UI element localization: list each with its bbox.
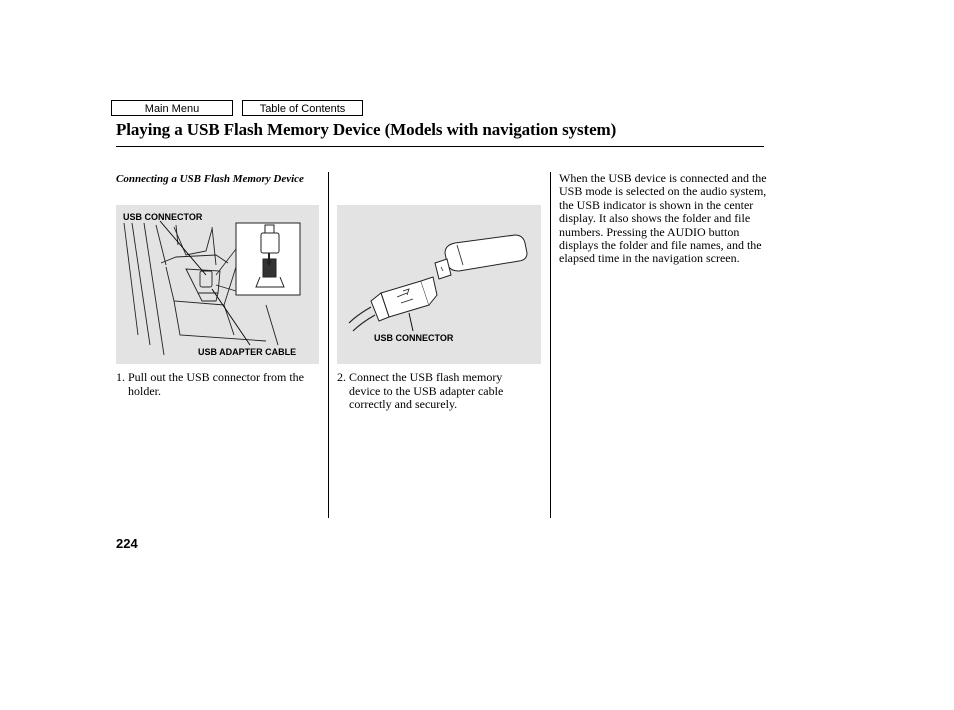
console-illustration <box>116 205 319 364</box>
section-heading: Connecting a USB Flash Memory Device <box>116 173 304 185</box>
usb-connector-callout: USB CONNECTOR <box>123 212 203 222</box>
title-divider <box>116 146 764 147</box>
usb-connector-holder-figure <box>116 205 319 364</box>
usb-adapter-cable-callout: USB ADAPTER CABLE <box>198 347 297 357</box>
column-divider-1 <box>328 172 329 518</box>
usb-connector-callout-2: USB CONNECTOR <box>374 333 454 343</box>
main-menu-button[interactable]: Main Menu <box>111 100 233 116</box>
step-text: Connect the USB flash memory device to the USB adapter cable correctly and securely. <box>349 370 504 411</box>
column-divider-2 <box>550 172 551 518</box>
step-1 <box>116 371 316 398</box>
step-text: Pull out the USB connector from the holder. <box>128 370 304 398</box>
step-number: 2. <box>337 370 346 384</box>
step-2 <box>337 371 535 412</box>
step-number: 1. <box>116 370 125 384</box>
page-number: 224 <box>116 536 138 551</box>
page-title: Playing a USB Flash Memory Device (Models with navigation system) <box>116 120 617 139</box>
usb-mode-description: When the USB device is connected and the USB mode is selected on the audio system, the USB indicator is shown in the center display. It also shows the folder and file numbers. Pressing the AUDIO button displays the folder and file names, and the elapsed time in the navigation screen. <box>559 171 767 266</box>
usb-flash-drive-figure <box>337 205 541 364</box>
table-of-contents-button[interactable]: Table of Contents <box>242 100 363 116</box>
